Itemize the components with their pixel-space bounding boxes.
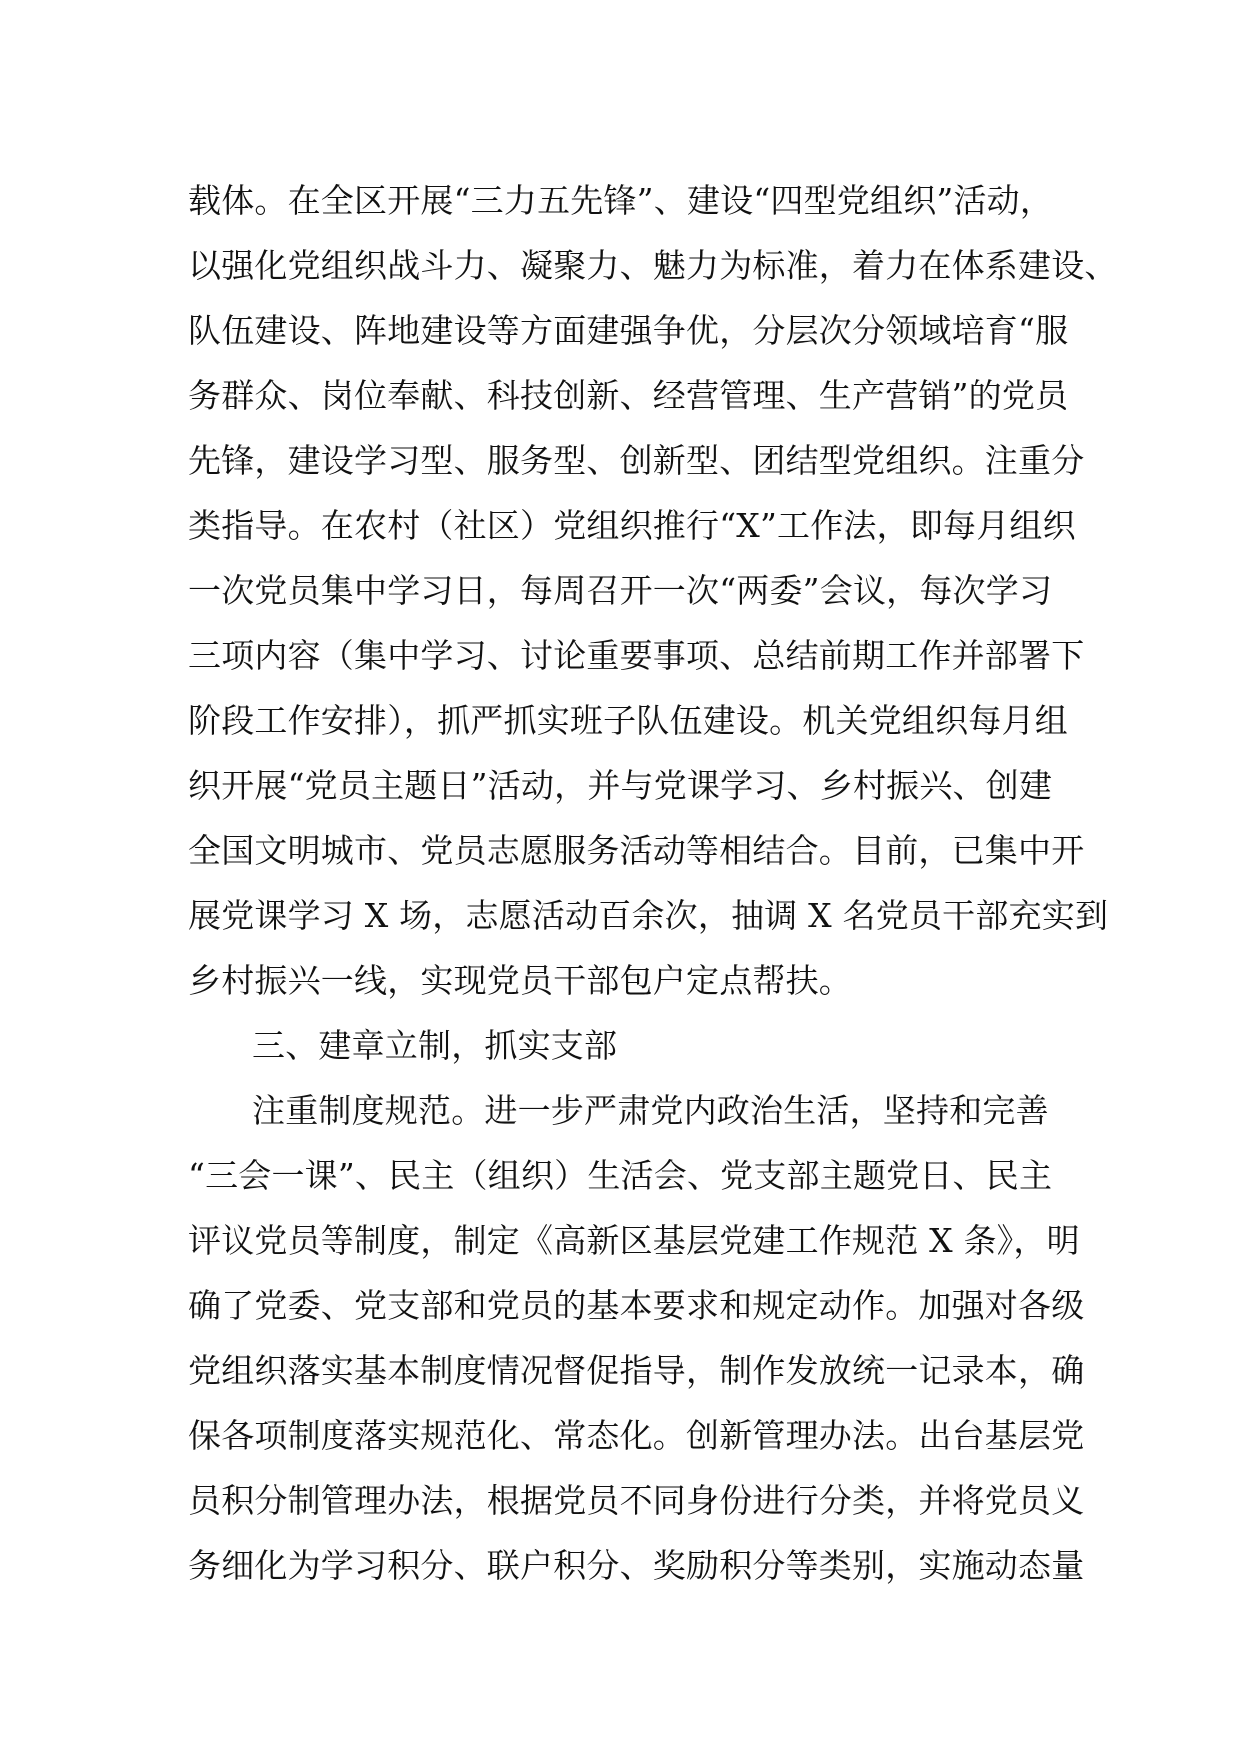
section-paragraph-line-1: 注重制度规范。进一步严肃党内政治生活，坚持和完善 (252, 1091, 1049, 1130)
paragraph-line-5: 先锋，建设学习型、服务型、创新型、团结型党组织。注重分 (188, 441, 1085, 480)
section-paragraph-line-7: 员积分制管理办法，根据党员不同身份进行分类，并将党员义 (188, 1481, 1085, 1520)
section-paragraph-line-4: 确了党委、党支部和党员的基本要求和规定动作。加强对各级 (188, 1286, 1085, 1325)
paragraph-line-7: 一次党员集中学习日，每周召开一次“两委”会议，每次学习 (188, 571, 1053, 610)
paragraph-line-8: 三项内容（集中学习、讨论重要事项、总结前期工作并部署下 (188, 636, 1085, 675)
section-paragraph-line-8: 务细化为学习积分、联户积分、奖励积分等类别，实施动态量 (188, 1546, 1085, 1585)
paragraph-line-4: 务群众、岗位奉献、科技创新、经营管理、生产营销”的党员 (188, 376, 1069, 415)
section-paragraph-line-3: 评议党员等制度，制定《高新区基层党建工作规范 X 条》，明 (188, 1221, 1080, 1260)
paragraph-line-6: 类指导。在农村（社区）党组织推行“X”工作法，即每月组织 (188, 506, 1076, 545)
paragraph-line-10: 织开展“党员主题日”活动，并与党课学习、乡村振兴、创建 (188, 766, 1053, 805)
paragraph-line-2: 以强化党组织战斗力、凝聚力、魅力为标准，着力在体系建设、 (188, 246, 1118, 285)
paragraph-line-13: 乡村振兴一线，实现党员干部包户定点帮扶。 (188, 961, 852, 1000)
section-heading: 三、建章立制，抓实支部 (252, 1026, 618, 1065)
paragraph-line-3: 队伍建设、阵地建设等方面建强争优，分层次分领域培育“服 (188, 311, 1069, 350)
section-paragraph-line-6: 保各项制度落实规范化、常态化。创新管理办法。出台基层党 (188, 1416, 1085, 1455)
section-paragraph-line-5: 党组织落实基本制度情况督促指导，制作发放统一记录本，确 (188, 1351, 1085, 1390)
paragraph-line-12: 展党课学习 X 场，志愿活动百余次，抽调 X 名党员干部充实到 (188, 896, 1109, 935)
paragraph-line-9: 阶段工作安排），抓严抓实班子队伍建设。机关党组织每月组 (188, 701, 1068, 740)
section-paragraph-line-2: “三会一课”、民主（组织）生活会、党支部主题党日、民主 (188, 1156, 1053, 1195)
paragraph-line-1: 载体。在全区开展“三力五先锋”、建设“四型党组织”活动， (188, 181, 1054, 220)
paragraph-line-11: 全国文明城市、党员志愿服务活动等相结合。目前，已集中开 (188, 831, 1085, 870)
body-text (188, 168, 1118, 1598)
